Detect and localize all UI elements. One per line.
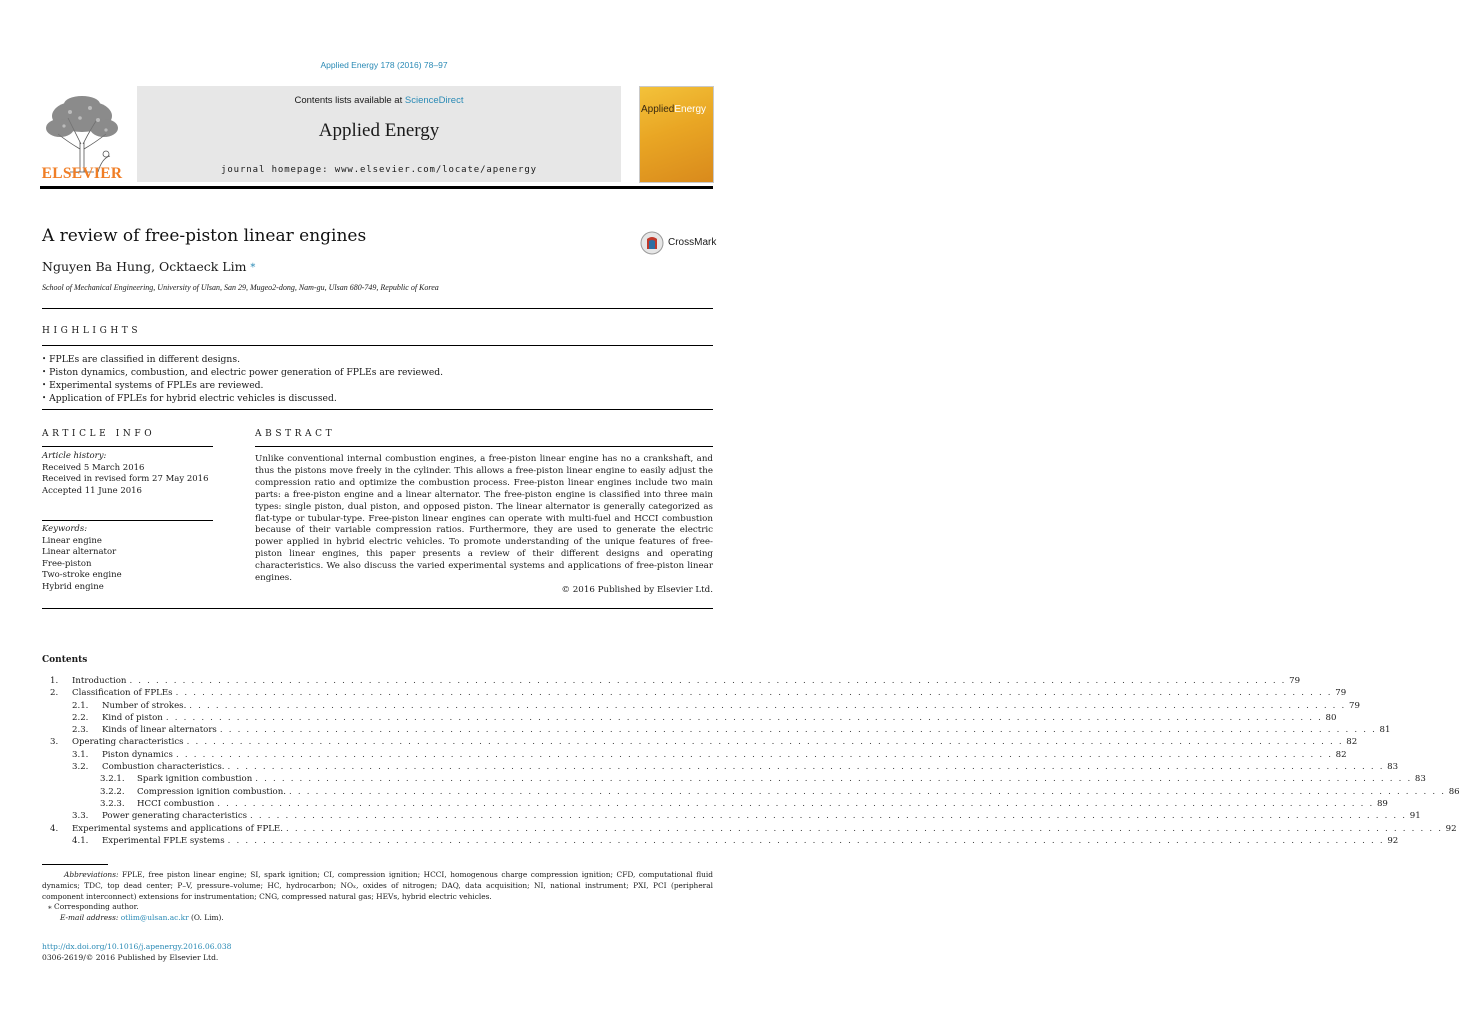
article-title: A review of free-piston linear engines <box>42 226 367 246</box>
contents-heading: Contents <box>42 655 88 665</box>
received-date: Received 5 March 2016 <box>42 462 145 473</box>
table-of-contents <box>42 676 1460 848</box>
toc-entry[interactable] <box>42 823 1457 836</box>
abstract <box>255 454 713 597</box>
toc-title[interactable]: Experimental FPLE systems <box>102 836 228 846</box>
footnote-rule <box>42 864 108 865</box>
toc-number: 3.2.2. <box>100 786 125 797</box>
highlights-mid-rule <box>42 345 713 346</box>
article-info-rule <box>42 446 213 447</box>
toc-number: 2. <box>50 688 59 699</box>
toc-number: 2.1. <box>72 700 89 711</box>
highlights-list <box>42 353 443 405</box>
history-label: Article history: <box>42 451 107 461</box>
toc-number: 3. <box>50 737 59 748</box>
abstract-text: Unlike conventional internal combustion engines, a free-piston linear engine has no a crankshaft, and thus the pistons move freely in the cylinder. This allows a free-piston linear engine to easily adjust the compression ratio and optimize the combustion process. Free-piston linear engines include two main parts: a free-piston engine and a linear alternator. The free-piston engine is classified into three main types: single piston, dual piston, and opposed piston. The linear alternator is generally categorized as flat-type or tubular-type. Free-piston linear engines can operate with multi-fuel and HCCI combustion because of their variable compression ratios. Furthermore, they are used to generate the electric power applied in hybrid electric vehicles. To promote understanding of the unique features of free-piston linear engines, this paper presents a review of their different designs and operating characteristics. We also discuss the varied experimental systems and applications of free-piston linear engines. <box>255 454 713 584</box>
accepted-date: Accepted 11 June 2016 <box>42 485 142 496</box>
abbreviations-footnote <box>42 870 713 902</box>
toc-number: 3.3. <box>72 811 89 822</box>
toc-number: 4. <box>50 823 59 834</box>
toc-entry[interactable] <box>42 786 1460 799</box>
cover-title-part2: Energy <box>674 104 707 115</box>
keyword: Hybrid engine <box>42 581 104 592</box>
cover-title-part1: Applied <box>641 104 675 115</box>
abstract-rule <box>255 446 713 447</box>
toc-number: 3.2.1. <box>100 774 125 785</box>
toc-leader-dots: . . . . . . . . . . . . . . . . . . . . . . . . . . . . . . . . . . . . . . . . . . . . . . . . . . . . . . . . . . . . . . . . . . . . . . . . . . . . . . . . . . . . . . . . . . . . . . . . . . . . . . . . . . . . . . . . . . . . . . . . . . . . . . . . . . . <box>129 676 1287 686</box>
highlight-item: • Application of FPLEs for hybrid electric vehicles is discussed. <box>42 392 443 405</box>
toc-leader-dots: . . . . . . . . . . . . . . . . . . . . . . . . . . . . . . . . . . . . . . . . . . . . . . . . . . . . . . . . . . . . . . . . . . . . . . . . . . . . . . . . . . . . . . . . . . . . . . . . . . . . . . . . . . . . . . . . . . . . . . . . . . . . . . . . . . . <box>227 835 1385 846</box>
toc-page-number[interactable]: 82 <box>1346 737 1358 748</box>
abstract-copyright: © 2016 Published by Elsevier Ltd. <box>561 584 713 595</box>
toc-page-number[interactable]: 79 <box>1348 700 1360 711</box>
revised-date: Received in revised form 27 May 2016 <box>42 474 209 484</box>
toc-entry[interactable] <box>42 700 1360 713</box>
email-label: E-mail address: <box>60 913 119 923</box>
toc-page-number[interactable]: 83 <box>1387 762 1399 773</box>
highlight-item: • Experimental systems of FPLEs are reviewed. <box>42 379 443 392</box>
keyword: Linear alternator <box>42 547 117 557</box>
toc-title[interactable]: Kind of piston <box>102 713 166 723</box>
toc-title[interactable]: Operating characteristics <box>72 737 187 747</box>
toc-leader-dots: . . . . . . . . . . . . . . . . . . . . . . . . . . . . . . . . . . . . . . . . . . . . . . . . . . . . . . . . . . . . . . . . . . . . . . . . . . . . . . . . . . . . . . . . . . . . . . . . . . . . . . . . . . . . . . . . . . . . . . . . . . . . . . . . . . . <box>227 762 1385 773</box>
toc-entry[interactable] <box>42 712 1337 725</box>
toc-entry[interactable] <box>42 774 1426 786</box>
highlight-item: • FPLEs are classified in different designs. <box>42 353 443 366</box>
header-rule <box>40 186 713 189</box>
journal-title: Applied Energy <box>318 120 440 141</box>
toc-title[interactable]: Spark ignition combustion <box>137 774 255 784</box>
toc-leader-dots: . . . . . . . . . . . . . . . . . . . . . . . . . . . . . . . . . . . . . . . . . . . . . . . . . . . . . . . . . . . . . . . . . . . . . . . . . . . . . . . . . . . . . . . . . . . . . . . . . . . . . . . . . . . . . . . . . . . . . . . . . . . . . . . . . . . <box>175 749 1333 760</box>
toc-number: 1. <box>50 676 59 686</box>
abbreviations-label: Abbreviations: <box>64 870 119 879</box>
keyword: Two-stroke engine <box>42 570 122 580</box>
toc-title[interactable]: Introduction <box>72 676 129 686</box>
toc-entry[interactable] <box>42 688 1347 700</box>
toc-number: 3.2.3. <box>100 798 125 809</box>
author-names: Nguyen Ba Hung, Ocktaeck Lim <box>42 259 247 274</box>
toc-page-number[interactable]: 83 <box>1414 774 1426 785</box>
article-info-heading: ARTICLE INFO <box>42 429 156 439</box>
keywords-rule <box>42 520 213 521</box>
toc-entry[interactable] <box>42 676 1301 688</box>
corresponding-author-note: ⁎ Corresponding author. <box>48 902 139 912</box>
abbreviations-text: FPLE, free piston linear engine; SI, spark ignition; CI, compression ignition; HCCI, homogenous charge compression ignition; CFD, computational fluid dynamics; TDC, top dead center; P–V, pressure–volume; HC, hydrocarbon; NOₓ, oxides of nitrogen; DAQ, data acquisition; NI, national instrument; PXI, PCI (peripheral component interconnect) extensions for instrumentation; CNG, compressed natural gas; HEVs, hybrid electric vehicles. <box>42 870 713 901</box>
email-footnote <box>42 913 713 924</box>
toc-number: 2.3. <box>72 725 89 736</box>
toc-page-number[interactable]: 92 <box>1387 835 1399 846</box>
toc-page-number[interactable]: 89 <box>1376 798 1388 809</box>
toc-entry[interactable] <box>42 835 1399 848</box>
toc-title[interactable]: Number of strokes. <box>102 701 189 711</box>
keywords-label: Keywords: <box>42 524 88 534</box>
toc-leader-dots: . . . . . . . . . . . . . . . . . . . . . . . . . . . . . . . . . . . . . . . . . . . . . . . . . . . . . . . . . . . . . . . . . . . . . . . . . . . . . . . . . . . . . . . . . . . . . . . . . . . . . . . . . . . . . . . . . . . . . . . . . . . . . . . . . . . <box>250 811 1407 822</box>
toc-number: 3.2. <box>72 762 89 773</box>
toc-page-number[interactable]: 82 <box>1335 749 1347 760</box>
toc-page-number[interactable]: 79 <box>1335 688 1347 699</box>
highlights-top-rule <box>42 308 713 309</box>
toc-leader-dots: . . . . . . . . . . . . . . . . . . . . . . . . . . . . . . . . . . . . . . . . . . . . . . . . . . . . . . . . . . . . . . . . . . . . . . . . . . . . . . . . . . . . . . . . . . . . . . . . . . . . . . . . . . . . . . . . . . . . . . . . . . . . . . . . . . . <box>186 737 1344 748</box>
toc-leader-dots: . . . . . . . . . . . . . . . . . . . . . . . . . . . . . . . . . . . . . . . . . . . . . . . . . . . . . . . . . . . . . . . . . . . . . . . . . . . . . . . . . . . . . . . . . . . . . . . . . . . . . . . . . . . . . . . . . . . . . . . . . . . . . . . . . . . <box>165 712 1323 723</box>
email-suffix: (O. Lim). <box>190 913 224 923</box>
crossmark-icon[interactable] <box>640 231 664 255</box>
sciencedirect-link[interactable]: ScienceDirect <box>404 95 464 106</box>
toc-page-number[interactable]: 81 <box>1379 725 1391 736</box>
toc-leader-dots: . . . . . . . . . . . . . . . . . . . . . . . . . . . . . . . . . . . . . . . . . . . . . . . . . . . . . . . . . . . . . . . . . . . . . . . . . . . . . . . . . . . . . . . . . . . . . . . . . . . . . . . . . . . . . . . . . . . . . . . . . . . . . . . . . . . <box>217 798 1374 809</box>
toc-entry[interactable] <box>42 737 1358 749</box>
front-matter-bottom-rule <box>42 608 713 609</box>
toc-title[interactable]: Kinds of linear alternators <box>102 725 220 735</box>
journal-homepage[interactable]: journal homepage: www.elsevier.com/locate/apenergy <box>221 165 537 175</box>
keywords <box>42 524 122 593</box>
journal-cover-title <box>641 104 713 115</box>
toc-entry[interactable] <box>42 811 1421 823</box>
toc-page-number[interactable]: 91 <box>1409 811 1421 822</box>
toc-leader-dots: . . . . . . . . . . . . . . . . . . . . . . . . . . . . . . . . . . . . . . . . . . . . . . . . . . . . . . . . . . . . . . . . . . . . . . . . . . . . . . . . . . . . . . . . . . . . . . . . . . . . . . . . . . . . . . . . . . . . . . . . . . . . . . . . . . . <box>285 823 1443 834</box>
toc-title[interactable]: HCCI combustion <box>137 799 217 809</box>
page-footer <box>42 941 231 963</box>
toc-page-number[interactable]: 92 <box>1445 823 1457 834</box>
toc-title[interactable]: Compression ignition combustion. <box>137 787 289 797</box>
toc-leader-dots: . . . . . . . . . . . . . . . . . . . . . . . . . . . . . . . . . . . . . . . . . . . . . . . . . . . . . . . . . . . . . . . . . . . . . . . . . . . . . . . . . . . . . . . . . . . . . . . . . . . . . . . . . . . . . . . . . . . . . . . . . . . . . . . . . . . <box>255 774 1412 785</box>
contents-availability <box>137 95 621 106</box>
email-link[interactable]: otlim@ulsan.ac.kr <box>120 913 189 923</box>
contents-prefix: Contents lists available at <box>294 95 403 106</box>
toc-title[interactable]: Experimental systems and applications of FPLE. <box>72 824 286 834</box>
toc-number: 3.1. <box>72 749 89 760</box>
crossmark-label[interactable]: CrossMark <box>668 237 717 248</box>
toc-number: 4.1. <box>72 835 89 846</box>
toc-entry[interactable] <box>42 749 1347 762</box>
journal-citation[interactable]: Applied Energy 178 (2016) 78–97 <box>320 60 448 70</box>
toc-title[interactable]: Piston dynamics <box>102 750 176 760</box>
elsevier-wordmark: ELSEVIER <box>41 165 123 182</box>
doi-link[interactable]: http://dx.doi.org/10.1016/j.apenergy.2016.06.038 <box>42 942 232 951</box>
highlight-item: • Piston dynamics, combustion, and electric power generation of FPLEs are reviewed. <box>42 366 443 379</box>
toc-leader-dots: . . . . . . . . . . . . . . . . . . . . . . . . . . . . . . . . . . . . . . . . . . . . . . . . . . . . . . . . . . . . . . . . . . . . . . . . . . . . . . . . . . . . . . . . . . . . . . . . . . . . . . . . . . . . . . . . . . . . . . . . . . . . . . . . . . . <box>289 786 1446 797</box>
keyword: Linear engine <box>42 535 102 546</box>
toc-number: 2.2. <box>72 712 89 723</box>
toc-leader-dots: . . . . . . . . . . . . . . . . . . . . . . . . . . . . . . . . . . . . . . . . . . . . . . . . . . . . . . . . . . . . . . . . . . . . . . . . . . . . . . . . . . . . . . . . . . . . . . . . . . . . . . . . . . . . . . . . . . . . . . . . . . . . . . . . . . . <box>189 700 1346 711</box>
toc-leader-dots: . . . . . . . . . . . . . . . . . . . . . . . . . . . . . . . . . . . . . . . . . . . . . . . . . . . . . . . . . . . . . . . . . . . . . . . . . . . . . . . . . . . . . . . . . . . . . . . . . . . . . . . . . . . . . . . . . . . . . . . . . . . . . . . . . . . <box>219 725 1377 736</box>
corresponding-author-mark[interactable]: ⁎ <box>250 259 256 270</box>
keyword: Free-piston <box>42 558 92 569</box>
toc-leader-dots: . . . . . . . . . . . . . . . . . . . . . . . . . . . . . . . . . . . . . . . . . . . . . . . . . . . . . . . . . . . . . . . . . . . . . . . . . . . . . . . . . . . . . . . . . . . . . . . . . . . . . . . . . . . . . . . . . . . . . . . . . . . . . . . . . . . <box>175 688 1333 699</box>
footnotes <box>42 870 713 924</box>
authors <box>42 259 255 274</box>
toc-page-number[interactable]: 86 <box>1448 786 1460 797</box>
toc-title[interactable]: Classification of FPLEs <box>72 688 176 698</box>
toc-entry[interactable] <box>42 762 1399 774</box>
issn-line: 0306-2619/© 2016 Published by Elsevier Ltd. <box>42 953 219 962</box>
toc-title[interactable]: Combustion characteristics. <box>102 762 227 772</box>
highlights-bottom-rule <box>42 409 713 410</box>
affiliation: School of Mechanical Engineering, University of Ulsan, San 29, Mugeo2-dong, Nam-gu, Ulsan 680-749, Republic of Korea <box>42 283 439 292</box>
article-history <box>42 451 208 497</box>
toc-entry[interactable] <box>42 725 1391 737</box>
toc-page-number[interactable]: 80 <box>1325 712 1337 723</box>
toc-entry[interactable] <box>42 798 1388 811</box>
toc-title[interactable]: Power generating characteristics <box>102 811 250 821</box>
abstract-heading: ABSTRACT <box>255 429 336 439</box>
journal-cover-image <box>639 86 714 183</box>
toc-page-number[interactable]: 79 <box>1289 676 1301 686</box>
highlights-heading: HIGHLIGHTS <box>42 326 142 336</box>
